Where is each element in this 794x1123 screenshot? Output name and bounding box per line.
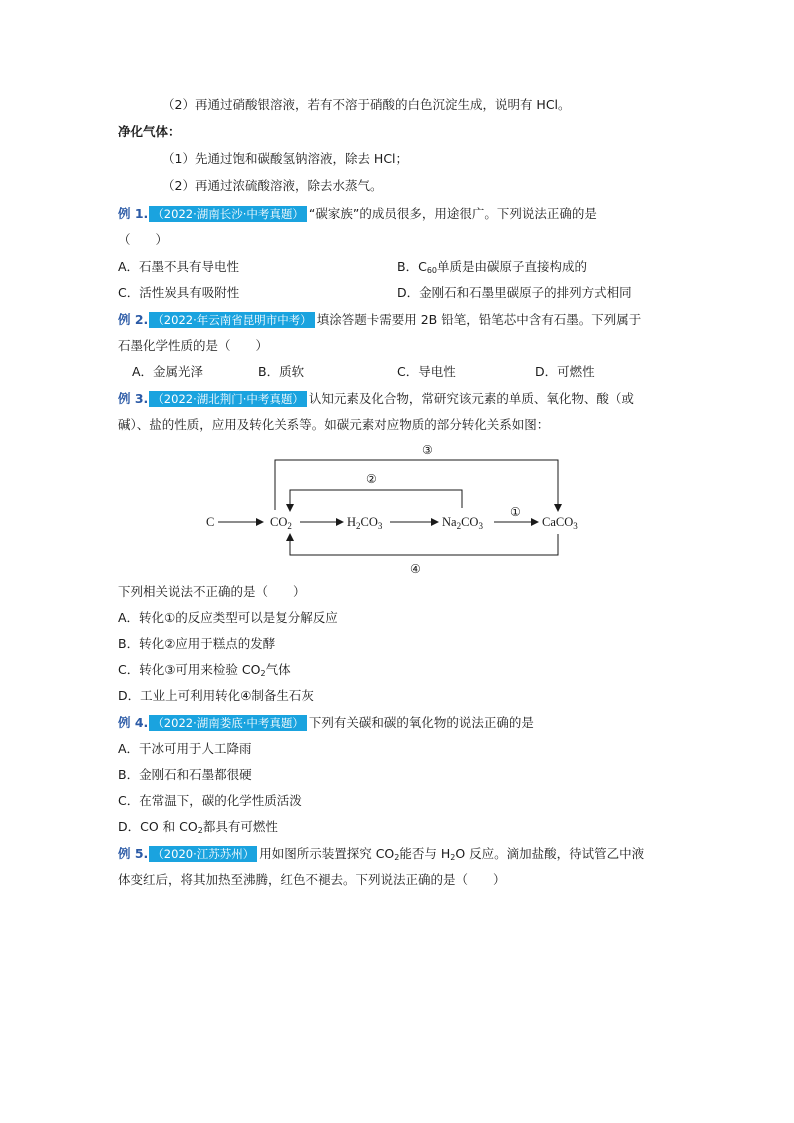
- question-text: 下列有关碳和碳的氧化物的说法正确的是: [308, 715, 534, 730]
- intro-step: （2）再通过浓硫酸溶液，除去水蒸气。: [162, 178, 383, 193]
- option-d: D．金刚石和石墨里碳原子的排列方式相同: [397, 285, 632, 300]
- arrow-conversion-2: [290, 490, 462, 511]
- label-conversion-1: ①: [510, 505, 521, 519]
- example-4-question: [118, 714, 534, 732]
- formula-na2co3: $Na_2CO_3$: [442, 515, 483, 531]
- option-b: B．$C_{60}$单质是由碳原子直接构成的: [397, 259, 588, 275]
- example-label: 例 5.: [118, 846, 149, 861]
- intro-step: （1）先通过饱和碳酸氢钠溶液，除去 HCl；: [162, 151, 409, 166]
- answer-bracket: （ ）: [118, 232, 169, 247]
- question-text: 石墨化学性质的是（ ）: [118, 338, 269, 353]
- option-a: A．金属光泽: [132, 364, 204, 379]
- example-label: 例 1.: [118, 206, 149, 221]
- option-c: C．在常温下，碳的化学性质活泼: [118, 793, 302, 808]
- formula-caco3: CaCO$_3$: [542, 515, 578, 531]
- arrow-conversion-4: [290, 534, 558, 555]
- example-label: 例 2.: [118, 312, 149, 327]
- question-text: 认知元素及化合物，常研究该元素的单质、氧化物、酸（或: [308, 391, 634, 406]
- question-text: 填涂答题卡需要用 2B 铅笔，铅笔芯中含有石墨。下列属于: [316, 312, 642, 327]
- option-b: B．质软: [258, 364, 305, 379]
- option-c: C．活性炭具有吸附性: [118, 285, 240, 300]
- formula-c: C: [206, 515, 215, 529]
- option-b: B．金刚石和石墨都很硬: [118, 767, 252, 782]
- option-d: D．工业上可利用转化④制备生石灰: [118, 688, 314, 703]
- label-conversion-4: ④: [410, 562, 421, 576]
- option-a: A．石墨不具有导电性: [118, 259, 240, 274]
- source-tag: （2022·年云南省昆明市中考）: [149, 312, 314, 328]
- question-text: 碱）、盐的性质，应用及转化关系等。如碳元素对应物质的部分转化关系如图：: [118, 417, 550, 432]
- example-3-question: [118, 390, 634, 408]
- formula-co2: $CO_2$: [270, 515, 292, 531]
- option-b: B．转化②应用于糕点的发酵: [118, 636, 276, 651]
- example-1-question: [118, 205, 597, 223]
- intro-line: （2）再通过硝酸银溶液，若有不溶于硝酸的白色沉淀生成，说明有 HCl。: [162, 97, 571, 112]
- example-2-question: [118, 311, 641, 329]
- example-label: 例 4.: [118, 715, 149, 730]
- option-c: C．转化③可用来检验 $CO_2$气体: [118, 662, 291, 678]
- arrow-conversion-3: [275, 460, 558, 511]
- source-tag: （2022·湖北荆门·中考真题）: [149, 391, 307, 407]
- example-label: 例 3.: [118, 391, 149, 406]
- source-tag: （2020·江苏苏州）: [149, 846, 257, 862]
- source-tag: （2022·湖南娄底·中考真题）: [149, 715, 307, 731]
- source-tag: （2022·湖南长沙·中考真题）: [149, 206, 307, 222]
- option-d: D．CO 和 $CO_2$都具有可燃性: [118, 819, 278, 835]
- option-a: A．转化①的反应类型可以是复分解反应: [118, 610, 338, 625]
- example-5-question: 例 5. （2020·江苏苏州） 用如图所示装置探究 $CO_2$能否与 $H_2O$ 反应。滴加盐酸，待试管乙中液: [118, 846, 645, 862]
- option-a: A．干冰可用于人工降雨: [118, 741, 252, 756]
- option-d: D．可燃性: [535, 364, 595, 379]
- label-conversion-2: ②: [366, 472, 377, 486]
- question-text: “碳家族”的成员很多，用途很广。下列说法正确的是: [308, 206, 597, 221]
- formula-h2co3: $H_2CO_3$: [347, 515, 383, 531]
- question-text: 下列相关说法不正确的是（ ）: [118, 584, 306, 599]
- option-c: C．导电性: [397, 364, 456, 379]
- section-heading: 净化气体：: [118, 124, 181, 139]
- label-conversion-3: ③: [422, 443, 433, 457]
- question-text: 体变红后，将其加热至沸腾，红色不褪去。下列说法正确的是（ ）: [118, 872, 506, 887]
- carbon-conversion-diagram: [190, 440, 610, 580]
